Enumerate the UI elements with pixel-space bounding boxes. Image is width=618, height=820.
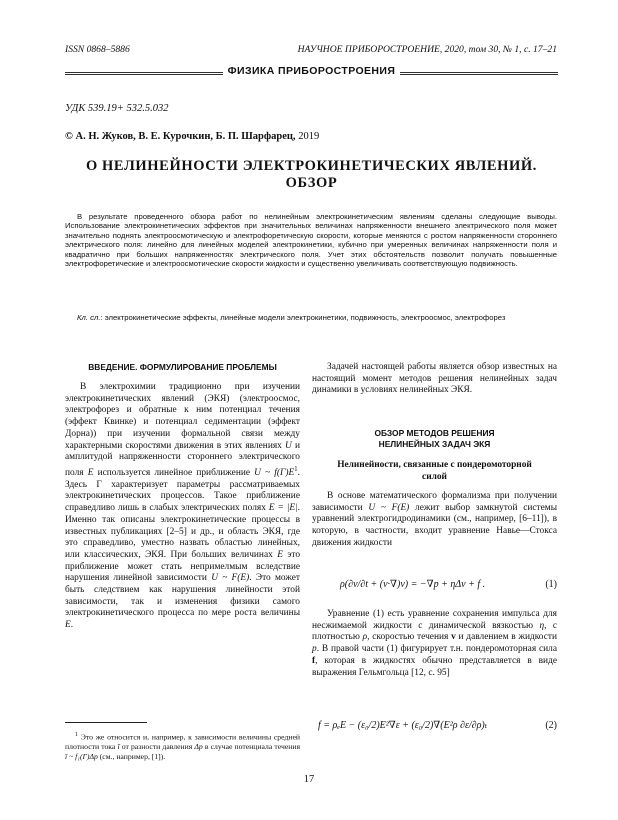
equation-2-number: (2)	[545, 720, 557, 731]
issn: ISSN 0868–5886	[65, 44, 130, 55]
abstract-text: В результате проведенного обзора работ по нелинейным электрокинетическим явлениям сделаны следующие выводы. Использование электрокинетических эффектов при значительных величинах напряженности внешнего электрического поля может значительно поднять электроосмотическую и электрофоретическую скорости, которые меняются с ростом напряженности стороннего электрического поля: линейно для линейных моделей электрокинетики, кубично при умеренных величинах напряженности поля и квадратично при больших напряженностях электрического поля. Учет этих обстоятельств позволит получать повышенные электрофоретические и электроосмотические скорости жидкости и существенно увеличивать соответствующую подвижность.	[65, 212, 557, 269]
formula-UE: U ~ F(E)	[211, 573, 250, 584]
equation-1	[340, 579, 557, 591]
udk-code: УДК 539.19+ 532.5.032	[65, 103, 169, 114]
section-title: ФИЗИКА ПРИБОРОСТРОЕНИЯ	[223, 65, 401, 77]
footnote-formula: ī ~ f₁(Γ)Δp	[65, 751, 98, 761]
keywords-text: : электрокинетические эффекты, линейные модели электрокинетики, подвижность, электроосмос, электрофорез	[100, 313, 506, 322]
intro-paragraph: В электрохимии традиционно при изучении электрокинетических явлений (ЭКЯ) (электроосмос, электрофорез и обратные к ним потенциал течения (эффект Квинке) и потенциал седиментации (эффект Дорна)) при изучении формальной связи между характерными скоростями движения в этих явлениях U и амплитудой напряженности стороннего электрического поля E используется линейное приближение U ~ $f(\Gamma)E^1$. Здесь Г характеризует параметры рассматриваемых электрокинетических процессов. Такое приближение справедливо лишь в слабых электрических полях E = |E|. Именно так описаны электрокинетические процессы в известных публикациях [2–5] и др., и область ЭКЯ, где это справедливо, уместно назвать областью линейных, или классических, ЭКЯ. При больших величинах E это приближение может стать непримелмым вследствие нарушения линейной зависимости U ~ F(E). Это может быть следствием как нарушения линейности этой зависимости, так и изменения физики самого электрокинетического процесса по мере роста величины E.	[65, 382, 301, 631]
keywords-label: Кл. сл.	[77, 313, 101, 322]
title-line-2: ОБЗОР	[285, 175, 338, 191]
paper-title	[65, 158, 558, 192]
aim-paragraph: Задачей настоящей работы является обзор известных на настоящий момент методов решения нелинейных задач динамики в условиях нелинейных ЭКЯ.	[312, 362, 557, 396]
title-line-1: О НЕЛИНЕЙНОСТИ ЭЛЕКТРОКИНЕТИЧЕСКИХ ЯВЛЕНИЙ.	[85, 158, 538, 174]
footnote-ref: 1	[294, 464, 298, 473]
equation-1-description: Уравнение (1) есть уравнение сохранения импульса для несжимаемой жидкости с динамической вязкостью η, с плотностью ρ, скоростью течения v и давлением в жидкости p. В правой части (1) фигурирует т.н. пондеромоторная сила f, которая в жидкостях обычно представляется в виде выражения Гельмгольца [12, с. 95]	[312, 609, 558, 678]
equation-1-body: ρ(∂v/∂t + (v·∇)v) = −∇p + ηΔv + f .	[340, 579, 486, 590]
section-bar	[65, 65, 558, 81]
math-paragraph: В основе математического формализма при получении зависимости U ~ F(E) лежит выбор замкнутой системы уравнений электрогидродинамики (см., например, [6–11]), в которую, в частности, входит уравнение Навье—Стокса движения жидкости	[312, 491, 558, 548]
authors-line	[65, 131, 319, 142]
keywords	[65, 313, 557, 322]
year: 2019	[298, 131, 320, 142]
intro-heading: ВВЕДЕНИЕ. ФОРМУЛИРОВАНИЕ ПРОБЛЕМЫ	[88, 362, 277, 372]
page-number: 17	[303, 774, 315, 785]
journal-citation: НАУЧНОЕ ПРИБОРОСТРОЕНИЕ, 2020, том 30, № 1, с. 17–21	[297, 44, 557, 55]
equation-2-body: f = ρₑE − (ε₀/2)E²∇ε + (ε₀/2)∇(E²ρ ∂ε/∂ρ)ₜ	[318, 720, 488, 731]
footnote: $^1$ Это же относится и, например, к зависимости величины средней плотности тока ī от разности давления Δp в случае потенциала течения ī ~ f₁(Γ)Δp (см., например, [1]).	[65, 732, 300, 761]
authors: А. Н. Жуков, В. Е. Курочкин, Б. П. Шарфарец,	[75, 131, 296, 142]
methods-heading: ОБЗОР МЕТОДОВ РЕШЕНИЯ НЕЛИНЕЙНЫХ ЗАДАЧ ЭКЯ	[374, 428, 495, 449]
equation-1-number: (1)	[545, 579, 557, 590]
formula-E-abs: E = |E|	[268, 503, 298, 514]
footnote-rule	[65, 722, 147, 723]
copyright-icon: ©	[65, 131, 73, 142]
formula-UE-right: U ~ F(E)	[368, 502, 410, 513]
abstract	[65, 212, 557, 268]
ponderomotive-subheading: Нелинейности, связанные с пондеромоторной силой	[337, 460, 532, 482]
formula-linear: U ~ f(Γ)E	[254, 468, 295, 479]
equation-2	[318, 720, 557, 732]
